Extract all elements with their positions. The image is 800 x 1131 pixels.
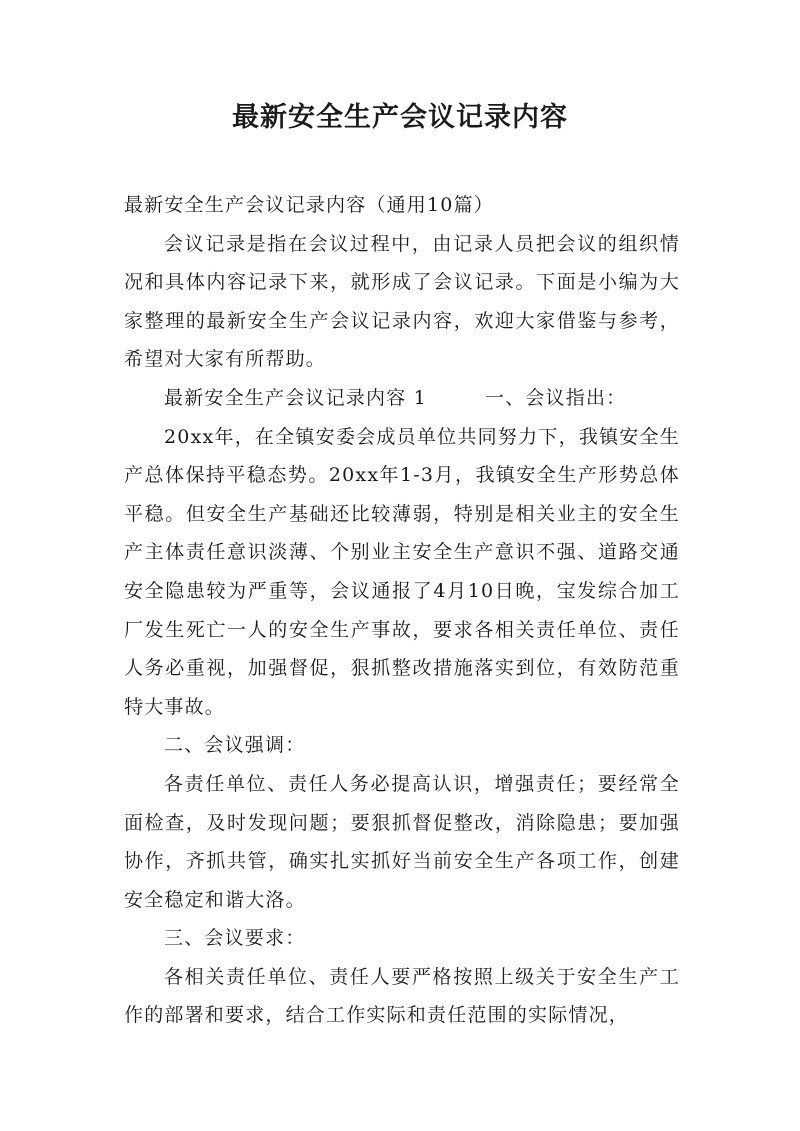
section-heading-line [124, 379, 680, 418]
point1-heading: 一、会议指出： [484, 386, 627, 409]
point3-heading: 三、会议要求： [164, 927, 306, 950]
point3-paragraph: 各相关责任单位、责任人要严格按照上级关于安全生产工作的部署和要求，结合工作实际和责任范围的实际情况， [124, 965, 680, 1027]
point2-paragraph: 各责任单位、责任人务必提高认识，增强责任；要经常全面检查，及时发现问题；要狠抓督促整改，消除隐患；要加强协作，齐抓共管，确实扎实抓好当前安全生产各项工作，创建安全稳定和谐大洛。 [124, 772, 680, 911]
intro-paragraph: 会议记录是指在会议过程中，由记录人员把会议的组织情况和具体内容记录下来，就形成了会议记录。下面是小编为大家整理的最新安全生产会议记录内容，欢迎大家借鉴与参考，希望对大家有所帮助。 [124, 232, 680, 371]
point1-paragraph: 20xx年，在全镇安委会成员单位共同努力下，我镇安全生产总体保持平稳态势。20xx年1-3月，我镇安全生产形势总体平稳。但安全生产基础还比较薄弱，特别是相关业主的安全生产主体责任意识淡薄、个别业主安全生产意识不强、道路交通安全隐患较为严重等，会议通报了4月10日晚，宝发综合加工厂发生死亡一人的安全生产事故，要求各相关责任单位、责任人务必重视，加强督促，狠抓整改措施落实到位，有效防范重特大事故。 [124, 425, 680, 718]
document-body [124, 186, 680, 1035]
point2-heading: 二、会议强调： [164, 734, 306, 757]
document-title: 最新安全生产会议记录内容 [232, 102, 568, 133]
section-heading: 最新安全生产会议记录内容 1 [164, 386, 427, 409]
document-subtitle: 最新安全生产会议记录内容（通用10篇） [124, 194, 494, 216]
